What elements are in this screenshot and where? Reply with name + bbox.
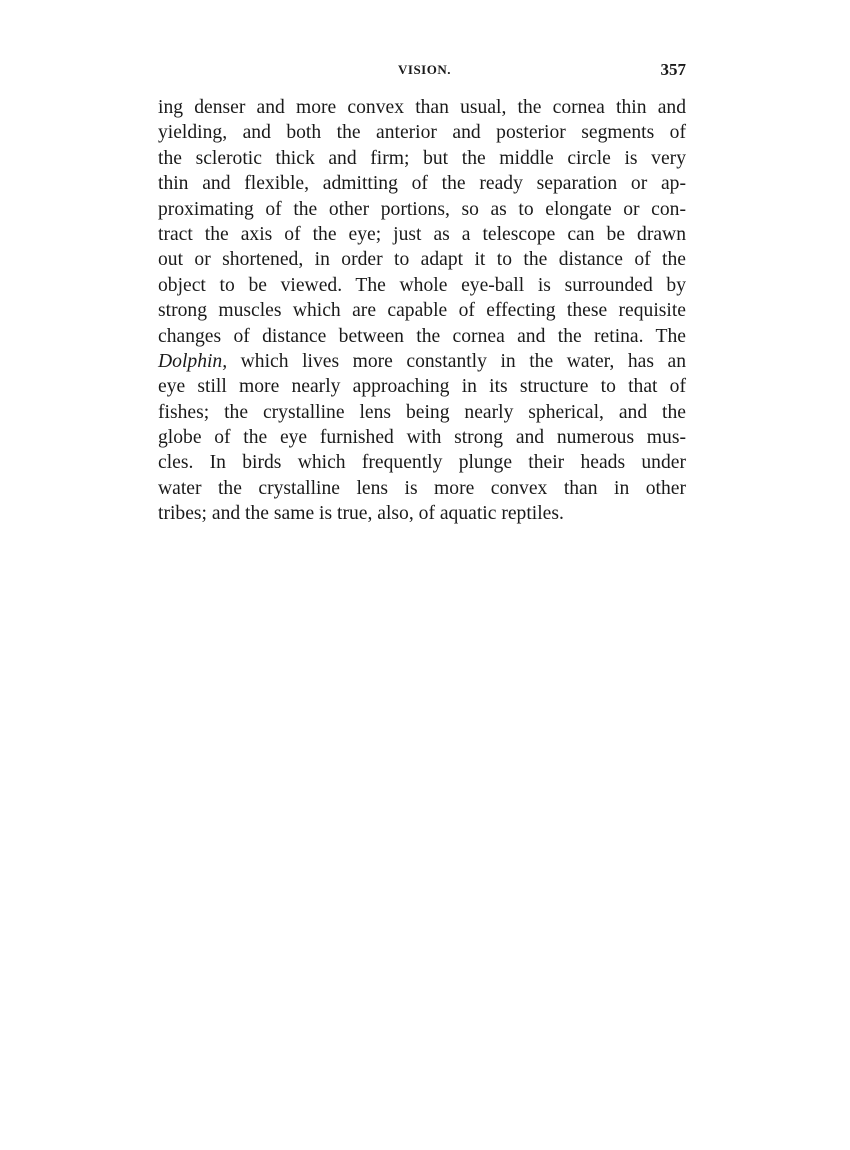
- text-line: water the crystalline lens is more convex than in other: [158, 477, 686, 499]
- text-line: tribes; and the same is true, also, of aquatic reptiles.: [158, 503, 564, 525]
- text-line: the sclerotic thick and firm; but the middle circle is very: [158, 147, 686, 169]
- running-head: [158, 62, 686, 84]
- text-line: proximating of the other portions, so as to elongate or con-: [158, 198, 686, 220]
- text-line: changes of distance between the cornea and the retina. The: [158, 325, 686, 347]
- italic-term: Dolphin,: [158, 350, 228, 372]
- running-title: VISION.: [398, 62, 451, 77]
- text-line: yielding, and both the anterior and posterior segments of: [158, 122, 686, 144]
- text-line: globe of the eye furnished with strong and numerous mus-: [158, 427, 686, 449]
- text-line: thin and flexible, admitting of the ready separation or ap-: [158, 173, 686, 195]
- text-line: out or shortened, in order to adapt it to the distance of the: [158, 249, 686, 271]
- body-paragraph: [158, 95, 686, 527]
- text-line: object to be viewed. The whole eye-ball is surrounded by: [158, 274, 686, 296]
- text-line: cles. In birds which frequently plunge their heads under: [158, 452, 686, 474]
- text-line: eye still more nearly approaching in its structure to that of: [158, 376, 686, 398]
- text-line: fishes; the crystalline lens being nearly spherical, and the: [158, 401, 686, 423]
- text-line-rest: which lives more constantly in the water, has an: [227, 350, 686, 372]
- text-line: [158, 349, 686, 374]
- text-line: tract the axis of the eye; just as a telescope can be drawn: [158, 223, 686, 245]
- text-line: strong muscles which are capable of effecting these requisite: [158, 300, 686, 322]
- page-number: 357: [660, 60, 686, 79]
- text-line: ing denser and more convex than usual, the cornea thin and: [158, 97, 686, 118]
